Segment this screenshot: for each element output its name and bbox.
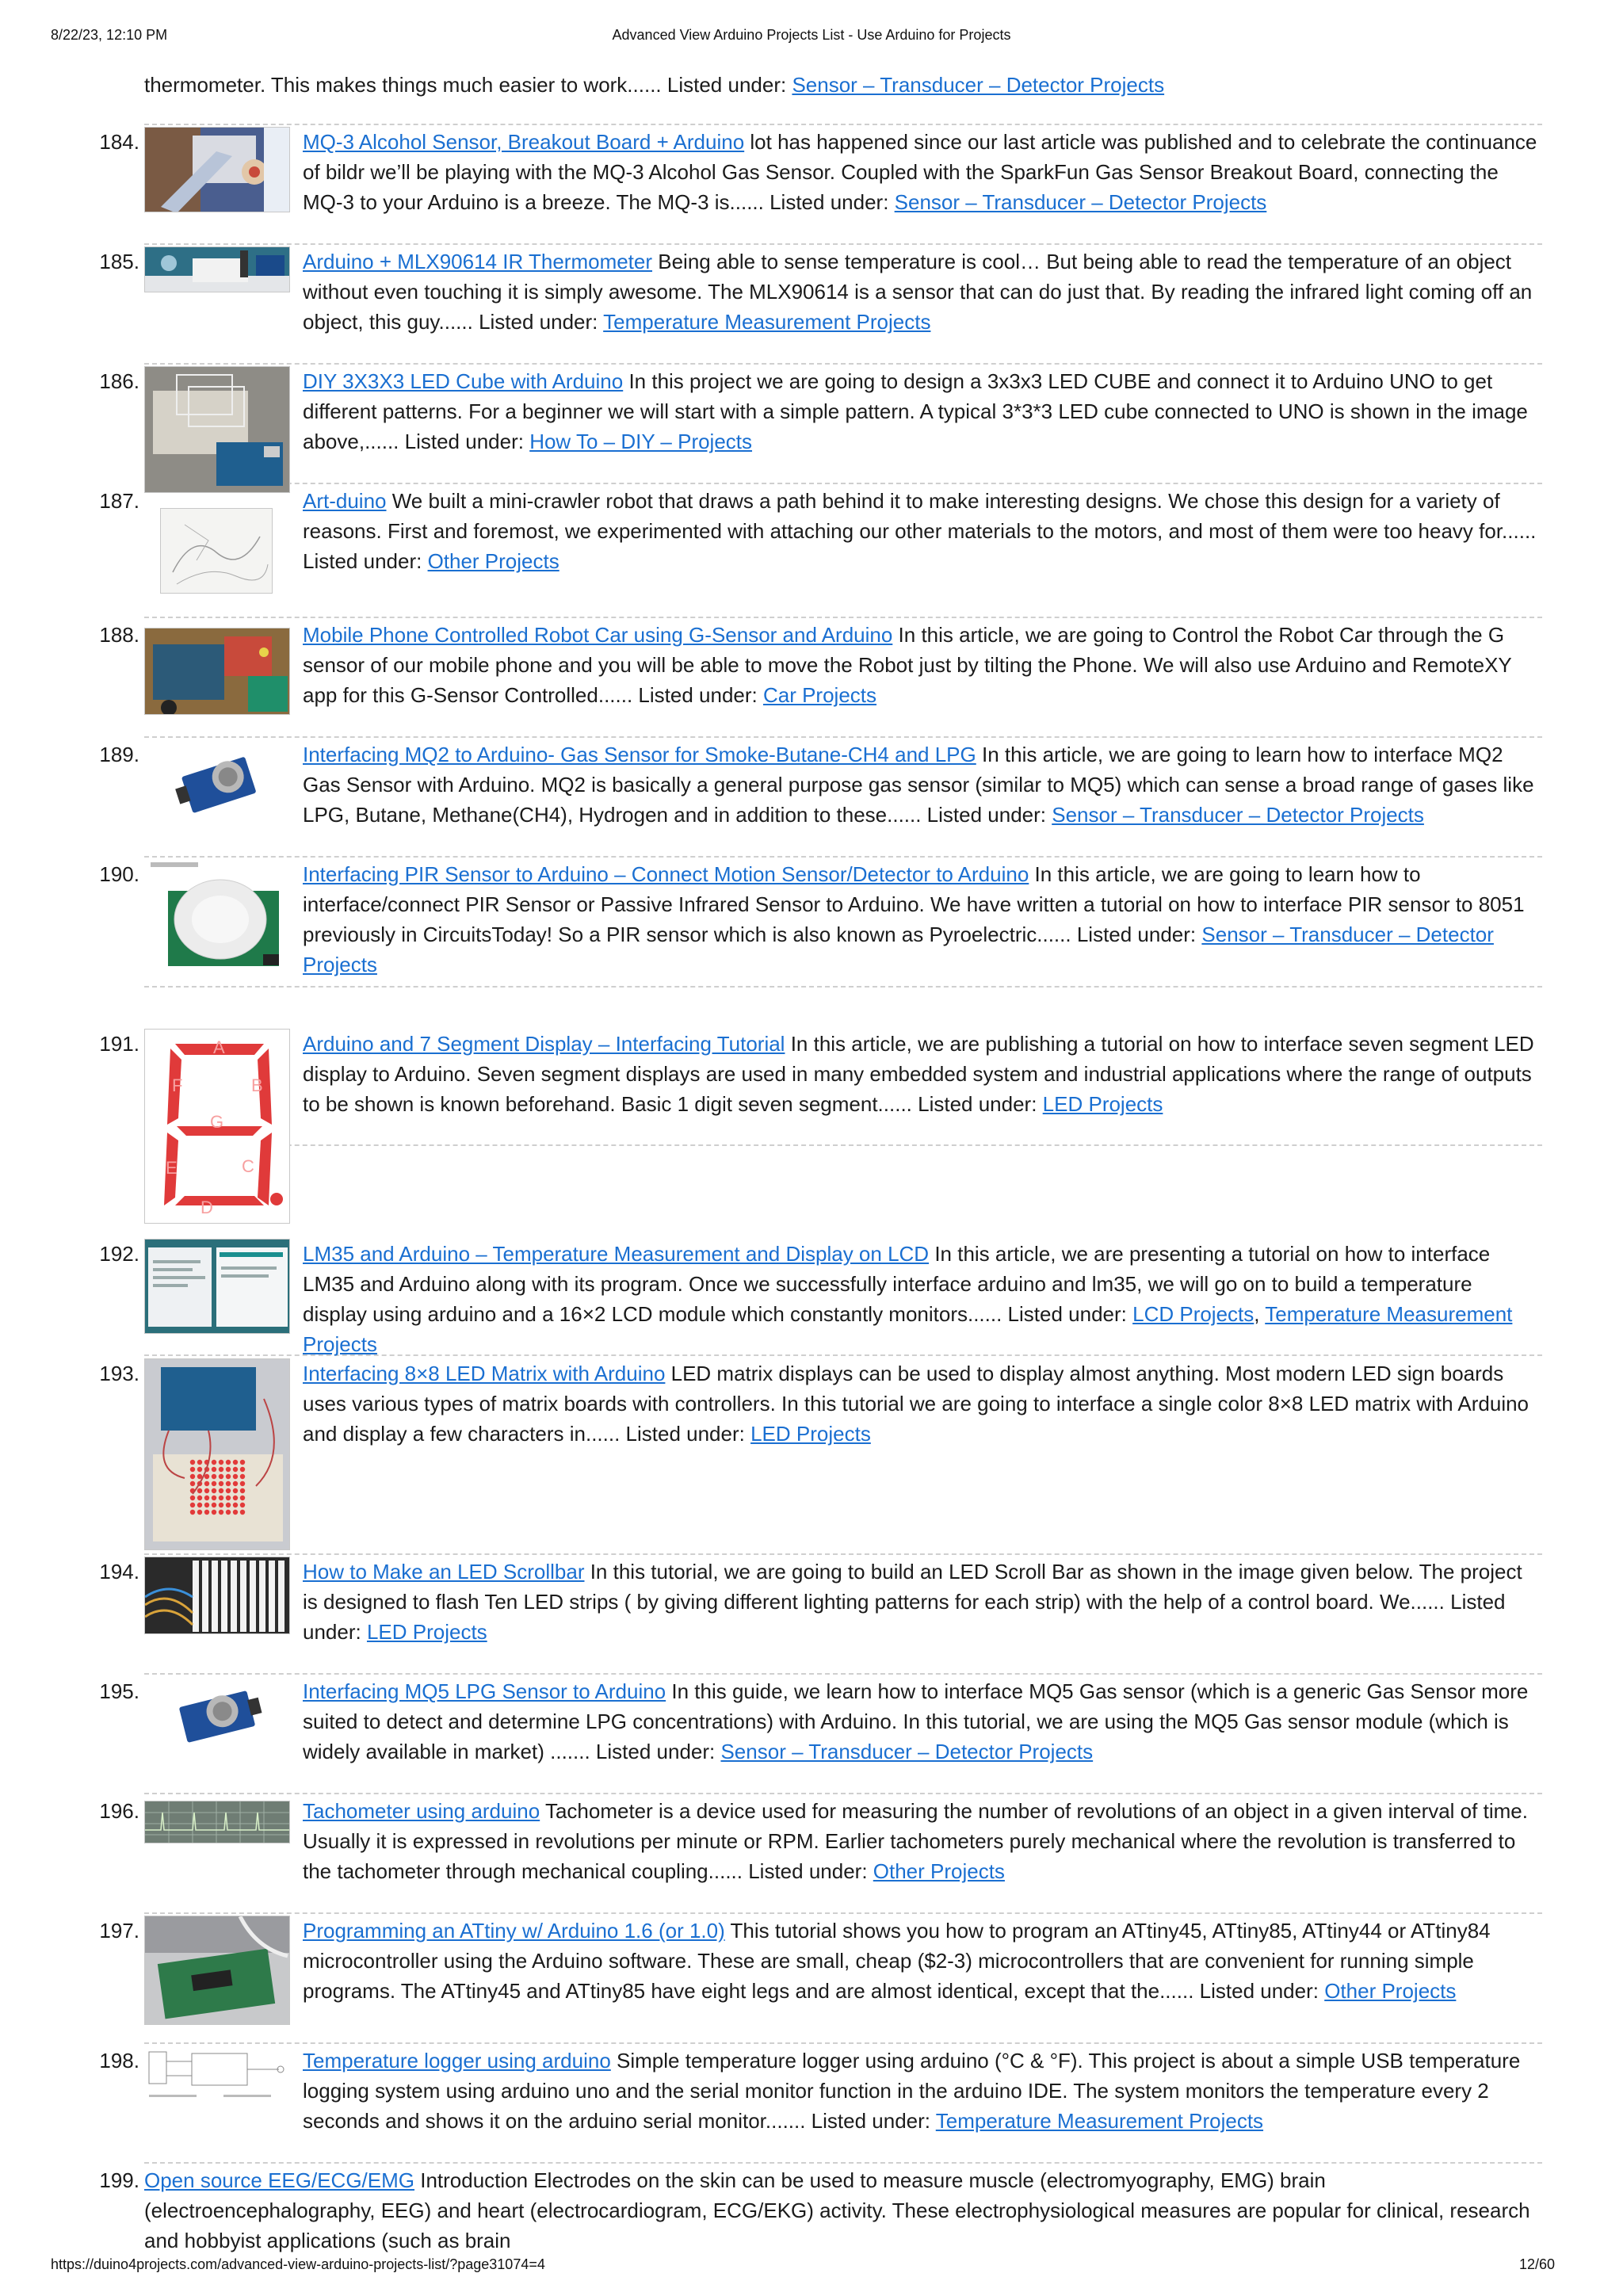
item-text: In this article, we are presenting a tutorial on how to interface LM35 and Arduino along with its program. Once we successfully interface arduino and lm35, we will go on to build a temperature display using arduino and a 16×2 LCD module which constantly monitors...... Listed under: bbox=[303, 1242, 1491, 1326]
matrix-led bbox=[240, 1510, 245, 1515]
item-title-link[interactable]: MQ-3 Alcohol Sensor, Breakout Board + Arduino bbox=[303, 130, 745, 154]
matrix-led bbox=[219, 1481, 223, 1486]
item-category-link[interactable]: How To – DIY – Projects bbox=[529, 430, 753, 453]
item-number: 185. bbox=[99, 250, 139, 273]
matrix-led bbox=[212, 1460, 216, 1465]
item-category-link[interactable]: Other Projects bbox=[1324, 1979, 1457, 2003]
matrix-led bbox=[197, 1460, 202, 1465]
matrix-led bbox=[233, 1467, 238, 1472]
matrix-led bbox=[204, 1496, 209, 1500]
item-number: 186. bbox=[99, 369, 139, 393]
matrix-led bbox=[212, 1488, 216, 1493]
item-description bbox=[303, 859, 1541, 980]
separator bbox=[144, 2042, 1542, 2044]
matrix-led bbox=[212, 1510, 216, 1515]
separator bbox=[144, 1793, 1542, 1794]
segment-letter: C bbox=[242, 1156, 254, 1176]
matrix-led bbox=[190, 1503, 195, 1507]
item-description bbox=[303, 366, 1541, 457]
print-page-number: 12/60 bbox=[1518, 2256, 1555, 2272]
matrix-led bbox=[190, 1467, 195, 1472]
separator bbox=[144, 1673, 1542, 1675]
matrix-led bbox=[226, 1460, 231, 1465]
segment-letter: D bbox=[200, 1198, 213, 1217]
item-number: 198. bbox=[99, 2049, 139, 2073]
thumbnail-mq5-sensor[interactable] bbox=[144, 1681, 290, 1752]
item-category-link[interactable]: Temperature Measurement Projects bbox=[935, 2109, 1264, 2133]
matrix-led bbox=[197, 1488, 202, 1493]
matrix-led bbox=[240, 1503, 245, 1507]
item-description bbox=[303, 1916, 1541, 2006]
item-title-link[interactable]: How to Make an LED Scrollbar bbox=[303, 1560, 585, 1584]
item-number: 191. bbox=[99, 1032, 139, 1056]
item-title-link[interactable]: LM35 and Arduino – Temperature Measurement and Display on LCD bbox=[303, 1242, 930, 1266]
item-description bbox=[303, 739, 1541, 830]
matrix-led bbox=[226, 1467, 231, 1472]
thumbnail-led-matrix[interactable] bbox=[144, 1358, 290, 1550]
segment-letter: F bbox=[172, 1075, 183, 1095]
segment-letter: E bbox=[166, 1158, 178, 1178]
item-title-link[interactable]: Temperature logger using arduino bbox=[303, 2049, 611, 2073]
item-description bbox=[303, 1796, 1541, 1886]
item-category-link[interactable]: Other Projects bbox=[427, 549, 559, 573]
item-description bbox=[303, 1029, 1541, 1119]
matrix-led bbox=[240, 1496, 245, 1500]
lead-fragment bbox=[144, 70, 1539, 100]
separator bbox=[144, 1144, 1542, 1146]
item-title-link[interactable]: Interfacing MQ5 LPG Sensor to Arduino bbox=[303, 1679, 666, 1703]
item-description bbox=[303, 127, 1541, 217]
thumbnail-pir-sensor[interactable] bbox=[144, 859, 290, 986]
thumbnail-led-scrollbar[interactable] bbox=[144, 1557, 290, 1634]
item-text: LED matrix displays can be used to display almost anything. Most modern LED sign boards uses various types of matrix boards with controllers. In this tutorial we are going to interface a single color 8×8 LED matrix with Arduino and display a few characters in...... Listed under: bbox=[303, 1362, 1529, 1446]
separator bbox=[144, 363, 1542, 365]
matrix-led bbox=[204, 1488, 209, 1493]
matrix-led bbox=[240, 1474, 245, 1479]
item-title-link[interactable]: Open source EEG/ECG/EMG bbox=[144, 2168, 415, 2192]
item-category-link[interactable]: Temperature Measurement Projects bbox=[603, 310, 931, 334]
item-description bbox=[303, 620, 1541, 710]
item-category-link[interactable]: Other Projects bbox=[873, 1859, 1005, 1883]
separator bbox=[144, 617, 1542, 618]
item-title-link[interactable]: Tachometer using arduino bbox=[303, 1799, 540, 1823]
separator bbox=[144, 124, 1542, 125]
matrix-led bbox=[204, 1510, 209, 1515]
item-number: 193. bbox=[99, 1362, 139, 1385]
item-number: 199. bbox=[99, 2168, 139, 2192]
matrix-led bbox=[219, 1488, 223, 1493]
item-category-link[interactable]: Car Projects bbox=[762, 683, 877, 707]
matrix-led bbox=[240, 1488, 245, 1493]
item-category-link[interactable]: Temperature Measurement Projects bbox=[303, 1302, 1513, 1356]
item-category-link[interactable]: Sensor – Transducer – Detector Projects bbox=[1052, 803, 1424, 827]
matrix-led bbox=[204, 1474, 209, 1479]
item-text: Introduction Electrodes on the skin can be used to measure muscle (electromyography, EMG) brain (electroencephalography, EEG) and heart (electrocardiogram, ECG/EKG) activity. These electrophysiological measures are popular for clinical, research and hobbyist applications (such as brain bbox=[144, 2168, 1530, 2252]
item-title-link[interactable]: DIY 3X3X3 LED Cube with Arduino bbox=[303, 369, 624, 393]
separator bbox=[144, 1553, 1542, 1555]
item-title-link[interactable]: Mobile Phone Controlled Robot Car using G-Sensor and Arduino bbox=[303, 623, 893, 647]
thumbnail-lm35-lcd[interactable] bbox=[144, 1239, 290, 1334]
item-number: 195. bbox=[99, 1679, 139, 1703]
item-number: 184. bbox=[99, 130, 139, 154]
thumbnail-attiny[interactable] bbox=[144, 1916, 290, 2025]
matrix-led bbox=[233, 1481, 238, 1486]
item-title-link[interactable]: Programming an ATtiny w/ Arduino 1.6 (or 1.0) bbox=[303, 1919, 725, 1943]
item-number: 187. bbox=[99, 489, 139, 513]
item-category-link[interactable]: LED Projects bbox=[366, 1620, 487, 1644]
item-category-link[interactable]: LCD Projects bbox=[1132, 1302, 1254, 1326]
item-text: In this article, we are publishing a tutorial on how to interface seven segment LED display to Arduino. Seven segment displays are used in many embedded system and industrial applications where the range of outputs to be shown is known beforehand. Basic 1 digit seven segment...... Listed under: bbox=[303, 1032, 1534, 1116]
matrix-led bbox=[197, 1496, 202, 1500]
item-text: In this guide, we learn how to interface MQ5 Gas sensor (which is a generic Gas Sensor more suited to detect and determine LPG concentrations) with Arduino. In this tutorial, we are using the MQ5 Gas sensor module (which is widely available in market) ....... Listed under: bbox=[303, 1679, 1529, 1763]
matrix-led bbox=[197, 1503, 202, 1507]
segment-letter: G bbox=[210, 1112, 224, 1132]
matrix-led bbox=[212, 1496, 216, 1500]
separator bbox=[144, 243, 1542, 245]
item-description bbox=[303, 1358, 1541, 1449]
matrix-led bbox=[219, 1460, 223, 1465]
matrix-led bbox=[219, 1474, 223, 1479]
item-description bbox=[303, 246, 1541, 337]
item-description bbox=[144, 2165, 1541, 2256]
matrix-led bbox=[240, 1467, 245, 1472]
item-text: Being able to sense temperature is cool… But being able to read the temperature of an object without even touching it is simply awesome. The MLX90614 is a sensor that can do just that. By reading the infrared light coming off an object, this guy...... Listed under: bbox=[303, 250, 1533, 334]
item-category-link[interactable]: Sensor – Transducer – Detector Projects bbox=[894, 190, 1267, 214]
item-number: 190. bbox=[99, 862, 139, 886]
item-title-link[interactable]: Interfacing PIR Sensor to Arduino – Connect Motion Sensor/Detector to Arduino bbox=[303, 862, 1029, 886]
matrix-led bbox=[226, 1510, 231, 1515]
matrix-led bbox=[240, 1460, 245, 1465]
matrix-led bbox=[204, 1481, 209, 1486]
matrix-led bbox=[233, 1503, 238, 1507]
matrix-led bbox=[190, 1460, 195, 1465]
thumbnail-led-cube[interactable] bbox=[144, 366, 290, 493]
item-number: 192. bbox=[99, 1242, 139, 1266]
matrix-led bbox=[226, 1474, 231, 1479]
segment-letter: B bbox=[251, 1075, 263, 1095]
thumbnail-mq3-sensor[interactable] bbox=[144, 127, 290, 212]
item-text: In this article, we are going to learn how to interface MQ2 Gas Sensor with Arduino. MQ2 is basically a general purpose gas sensor (similar to MQ5) which can sense a broad range of gases like LPG, Butane, Methane(CH4), Hydrogen and in addition to these...... Listed under: bbox=[303, 743, 1534, 827]
separator bbox=[144, 2162, 1542, 2164]
matrix-led bbox=[190, 1496, 195, 1500]
item-text: In this article, we are going to Control the Robot Car through the G sensor of our mobile phone and you will be able to move the Robot just by tilting the Phone. We will also use Arduino and RemoteXY app for this G-Sensor Controlled...... Listed under: bbox=[303, 623, 1512, 707]
item-category-link[interactable]: Sensor – Transducer – Detector Projects bbox=[720, 1740, 1094, 1763]
item-number: 196. bbox=[99, 1799, 139, 1823]
item-text: This tutorial shows you how to program an ATtiny45, ATtiny85, ATtiny44 or ATtiny84 microcontroller using the Arduino software. These are small, cheap ($2-3) microcontrollers that are convenient for running simple programs. The ATtiny45 and ATtiny85 have eight legs and are almost identical, except that the...... Listed under: bbox=[303, 1919, 1491, 2003]
separator bbox=[144, 856, 1542, 858]
print-url: https://duino4projects.com/advanced-view-arduino-projects-list/?page31074=4 bbox=[51, 2256, 545, 2272]
item-number: 189. bbox=[99, 743, 139, 766]
separator bbox=[144, 986, 1542, 988]
matrix-led bbox=[219, 1510, 223, 1515]
thumbnail-seven-segment[interactable] bbox=[144, 1029, 290, 1224]
segment-letter: A bbox=[213, 1037, 225, 1057]
matrix-led bbox=[233, 1496, 238, 1500]
thumbnail-mq2-sensor[interactable] bbox=[144, 749, 290, 820]
item-description bbox=[303, 1676, 1541, 1767]
thumbnail-temperature-logger[interactable] bbox=[144, 2046, 290, 2106]
item-text: In this tutorial, we are going to build an LED Scroll Bar as shown in the image given below. The project is designed to flash Ten LED strips ( by giving different lighting patterns for each strip) with the help of a control board. We...... Listed under: bbox=[303, 1560, 1522, 1644]
matrix-led bbox=[190, 1510, 195, 1515]
matrix-led bbox=[197, 1467, 202, 1472]
item-description bbox=[303, 2046, 1541, 2136]
item-text: In this project we are going to design a 3x3x3 LED CUBE and connect it to Arduino UNO to get different patterns. For a beginner we will start with a simple pattern. A typical 3*3*3 LED cube connected to UNO is shown in the image above,...... Listed under: bbox=[303, 369, 1528, 453]
print-page-title: Advanced View Arduino Projects List - Use Arduino for Projects bbox=[612, 27, 1011, 43]
item-number: 188. bbox=[99, 623, 139, 647]
item-text: Tachometer is a device used for measuring the number of revolutions of an object in a given interval of time. Usually it is expressed in revolutions per minute or RPM. Earlier tachometers purely mechanical where the revolution is transferred to the tachometer through mechanical coupling...... Listed under: bbox=[303, 1799, 1528, 1883]
lead-text: thermometer. This makes things much easier to work...... Listed under: bbox=[144, 73, 792, 97]
matrix-led bbox=[219, 1496, 223, 1500]
item-text: Simple temperature logger using arduino (°C & °F). This project is about a simple USB temperature logging system using arduino uno and the serial monitor function in the arduino IDE. The system monitors the temperature every 2 seconds and shows it on the arduino serial monitor....... Listed under: bbox=[303, 2049, 1521, 2133]
item-category-link[interactable]: LED Projects bbox=[750, 1422, 871, 1446]
item-title-link[interactable]: Arduino and 7 Segment Display – Interfacing Tutorial bbox=[303, 1032, 785, 1056]
item-number: 197. bbox=[99, 1919, 139, 1943]
matrix-led bbox=[233, 1474, 238, 1479]
item-description bbox=[303, 1557, 1541, 1647]
matrix-led bbox=[190, 1481, 195, 1486]
matrix-led bbox=[212, 1481, 216, 1486]
item-text: lot has happened since our last article was published and to celebrate the continuance of bildr we’ll be playing with the MQ-3 Alcohol Gas Sensor. Coupled with the SparkFun Gas Sensor Breakout Board, connecting the MQ-3 to your Arduino is a breeze. The MQ-3 is...... Listed under: bbox=[303, 130, 1537, 214]
item-description bbox=[303, 486, 1541, 576]
item-category-link[interactable]: Sensor – Transducer – Detector Projects bbox=[303, 923, 1494, 976]
separator bbox=[144, 1912, 1542, 1914]
thumbnail-ir-thermometer[interactable] bbox=[144, 246, 290, 292]
matrix-led bbox=[233, 1460, 238, 1465]
category-separator: , bbox=[1254, 1302, 1266, 1326]
item-text: In this article, we are going to learn how to interface/connect PIR Sensor or Passive Infrared Sensor to Arduino. We have written a tutorial on how to interface PIR sensor to 8051 previously in CircuitsToday! So a PIR sensor which is also known as Pyroelectric...... Listed under: bbox=[303, 862, 1525, 946]
matrix-led bbox=[197, 1510, 202, 1515]
matrix-led bbox=[190, 1474, 195, 1479]
matrix-led bbox=[212, 1467, 216, 1472]
item-title-link[interactable]: Interfacing MQ2 to Arduino- Gas Sensor for Smoke-Butane-CH4 and LPG bbox=[303, 743, 976, 766]
matrix-led bbox=[226, 1496, 231, 1500]
separator bbox=[144, 736, 1542, 738]
matrix-led bbox=[226, 1503, 231, 1507]
matrix-led bbox=[226, 1481, 231, 1486]
item-category-link[interactable]: LED Projects bbox=[1042, 1092, 1163, 1116]
item-title-link[interactable]: Art-duino bbox=[303, 489, 387, 513]
matrix-led bbox=[197, 1474, 202, 1479]
matrix-led bbox=[226, 1488, 231, 1493]
print-datetime: 8/22/23, 12:10 PM bbox=[51, 27, 168, 43]
matrix-led bbox=[233, 1510, 238, 1515]
item-title-link[interactable]: Arduino + MLX90614 IR Thermometer bbox=[303, 250, 653, 273]
matrix-led bbox=[204, 1503, 209, 1507]
matrix-led bbox=[212, 1503, 216, 1507]
matrix-led bbox=[233, 1488, 238, 1493]
thumbnail-robot-car[interactable] bbox=[144, 628, 290, 715]
item-text: We built a mini-crawler robot that draws a path behind it to make interesting designs. We chose this design for a variety of reasons. First and foremost, we experimented with attaching our other materials to the motors, and most of them were too heavy for...... Listed under: bbox=[303, 489, 1537, 573]
item-number: 194. bbox=[99, 1560, 139, 1584]
matrix-led bbox=[219, 1467, 223, 1472]
separator bbox=[144, 483, 1542, 484]
matrix-led bbox=[212, 1474, 216, 1479]
lead-category-link[interactable]: Sensor – Transducer – Detector Projects bbox=[792, 73, 1165, 97]
thumbnail-tachometer[interactable] bbox=[144, 1801, 290, 1843]
matrix-led bbox=[240, 1481, 245, 1486]
matrix-led bbox=[219, 1503, 223, 1507]
item-description bbox=[303, 1239, 1541, 1359]
item-title-link[interactable]: Interfacing 8×8 LED Matrix with Arduino bbox=[303, 1362, 666, 1385]
thumbnail-art-duino[interactable] bbox=[160, 508, 273, 594]
